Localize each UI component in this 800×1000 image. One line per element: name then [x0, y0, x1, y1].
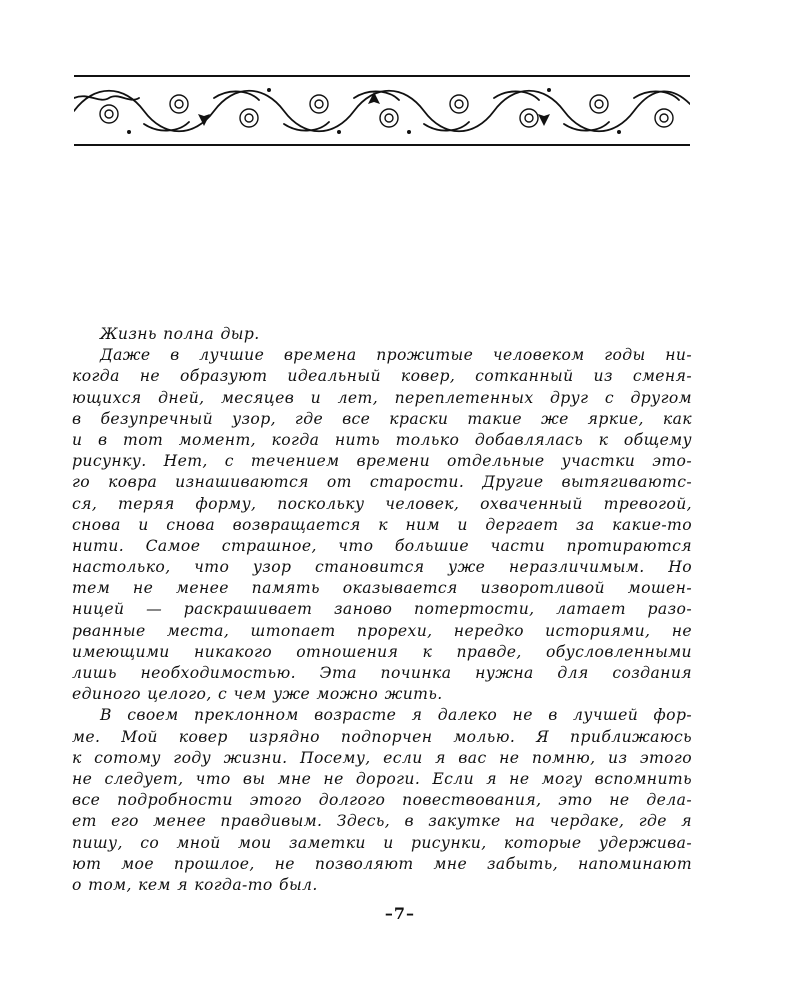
- text-line: нити. Самое страшное, что большие части протираются: [72, 536, 692, 555]
- text-line: ют мое прошлое, не позволяют мне забыть, напоминают: [72, 854, 692, 873]
- text-line: рванные места, штопает прорехи, нередко историями, не: [72, 621, 692, 640]
- text-line: В своем преклонном возрасте я далеко не в лучшей фор-: [100, 706, 692, 725]
- text-line: лишь необходимостью. Эта починка нужна для создания: [72, 664, 692, 682]
- text-line: ся, теряя форму, поскольку человек, охваченный тревогой,: [72, 494, 692, 513]
- text-line: когда не образуют идеальный ковер, сотканный из сменя-: [72, 367, 692, 386]
- text-line: ющихся дней, месяцев и лет, переплетенных друг с другом: [72, 388, 692, 407]
- text-line: пишу, со мной мои заметки и рисунки, которые удержива-: [72, 833, 692, 852]
- text-line: единого целого, с чем уже можно жить.: [72, 685, 443, 704]
- text-line: ницей — раскрашивает заново потертости, латает разо-: [72, 600, 692, 619]
- text-line: имеющими никакого отношения к правде, обусловленными: [72, 642, 692, 661]
- text-line: все подробности этого долгого повествования, это не дела-: [72, 791, 692, 810]
- text-line: снова и снова возвращается к ним и дергает за какие-то: [72, 515, 692, 534]
- text-line: го ковра изнашиваются от старости. Другие вытягиваютс-: [72, 473, 692, 492]
- text-line: рисунку. Нет, с течением времени отдельные участки это-: [72, 452, 692, 471]
- text-line: не следует, что вы мне не дороги. Если я не могу вспомнить: [72, 769, 692, 788]
- text-line: ме. Мой ковер изрядно подпорчен молью. Я приближаюсь: [72, 727, 692, 746]
- text-line: к сотому году жизни. Посему, если я вас не помню, из этого: [72, 748, 692, 767]
- text-line: в безупречный узор, где все краски такие же яркие, как: [72, 409, 692, 428]
- text-line: Даже в лучшие времена прожитые человеком годы ни-: [100, 346, 692, 365]
- text-line: Жизнь полна дыр.: [100, 325, 260, 343]
- decorative-header-ornament-icon: [74, 74, 690, 148]
- text-line: настолько, что узор становится уже неразличимым. Но: [72, 558, 692, 577]
- text-line: и в тот момент, когда нить только добавлялась к общему: [72, 430, 692, 449]
- page-number: –7–: [384, 904, 416, 923]
- body-text: [72, 324, 692, 896]
- text-line: ет его менее правдивым. Здесь, в закутке на чердаке, где я: [72, 812, 692, 831]
- text-line: о том, кем я когда-то был.: [72, 875, 318, 894]
- text-line: тем не менее память оказывается изворотливой мошен-: [72, 579, 692, 598]
